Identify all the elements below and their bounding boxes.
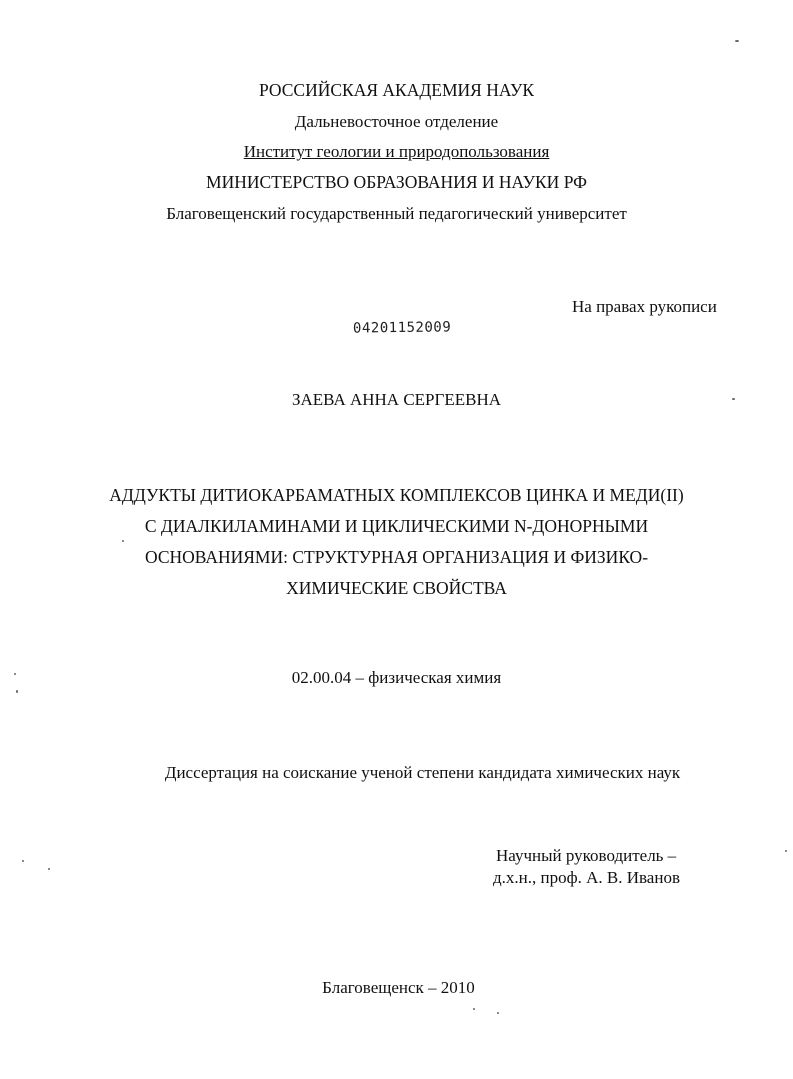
supervisor-name: д.х.н., проф. А. В. Иванов <box>493 868 680 887</box>
specialty: 02.00.04 – физическая химия <box>291 668 502 687</box>
scan-speck <box>122 540 124 542</box>
scan-speck <box>22 860 24 862</box>
title-line: С ДИАЛКИЛАМИНАМИ И ЦИКЛИЧЕСКИМИ N-ДОНОРНЫМИ <box>144 516 649 536</box>
ministry-name: МИНИСТЕРСТВО ОБРАЗОВАНИЯ И НАУКИ РФ <box>206 172 587 192</box>
manuscript-note: На правах рукописи <box>572 297 717 316</box>
supervisor-role: Научный руководитель – <box>496 846 677 865</box>
title-line: АДДУКТЫ ДИТИОКАРБАМАТНЫХ КОМПЛЕКСОВ ЦИНКА И МЕДИ(II) <box>109 485 684 505</box>
scan-speck <box>785 850 787 852</box>
dissertation-title <box>0 480 793 604</box>
registration-stamp: 04201152009 <box>352 319 452 337</box>
scan-speck <box>14 673 16 675</box>
scan-speck <box>735 40 739 42</box>
scan-speck <box>473 1008 475 1010</box>
scan-speck <box>497 1012 499 1014</box>
place-year: Благовещенск – 2010 <box>322 978 475 997</box>
scan-speck <box>48 868 50 870</box>
branch-name: Дальневосточное отделение <box>294 112 499 131</box>
scan-speck <box>732 398 735 400</box>
scan-speck <box>16 690 18 693</box>
degree-statement: Диссертация на соискание ученой степени кандидата химических наук <box>164 763 681 782</box>
academy-name: РОССИЙСКАЯ АКАДЕМИЯ НАУК <box>258 80 535 100</box>
title-line: ОСНОВАНИЯМИ: СТРУКТУРНАЯ ОРГАНИЗАЦИЯ И ФИЗИКО- <box>144 547 649 567</box>
title-line: ХИМИЧЕСКИЕ СВОЙСТВА <box>286 578 507 598</box>
university-name: Благовещенский государственный педагогический университет <box>166 204 627 223</box>
institute-name: Институт геологии и природопользования <box>243 142 550 161</box>
author-name: ЗАЕВА АННА СЕРГЕЕВНА <box>292 390 501 409</box>
